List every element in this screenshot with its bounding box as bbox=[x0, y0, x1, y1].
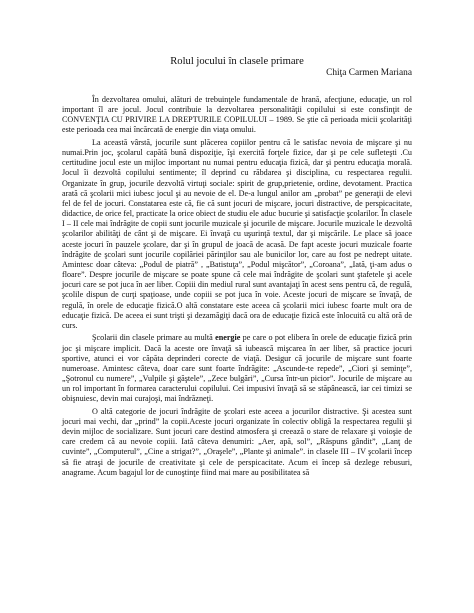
paragraph-distractive-games: O altă categorie de jocuri îndrăgite de şcolari este aceea a jocurilor distractive. Şi acestea sunt jocuri mai vechi, dar „prind” la copii.Aceste jocuri organizate în colectiv obligă la respectarea regulii şi devin mijloc de socializare. Sunt jocuri care destind atmosfera şi creează o stare de relaxare şi voioşie de care credem că au nevoie copiii. Iată câteva denumiri: „Aer, apă, sol”, „Răspuns gândit”, „Lanţ de cuvinte”, „Computerul”, „Cine a strigat?”, „Oraşele”, „Plante şi animale”. in clasele III – IV şcolarii încep să fie atraşi de jocurile de creativitate şi cele de perspicacitate. Acum ei încep să dezlege rebusuri, anagrame. Acum bagajul lor de cunoştinţe fiind mai mare au posibilitatea să bbox=[62, 406, 412, 477]
document-body bbox=[62, 95, 412, 478]
document-author: Chiţa Carmen Mariana bbox=[326, 68, 412, 78]
paragraph-energy-bold: energie bbox=[215, 333, 241, 343]
paragraph-energy-after: pe care o pot elibera în orele de educaţie fizică prin joc şi mişcare implicit. Dacă la aceste ore învaţă să iubească mişcarea în aer liber, să practice jocuri sportive, atunci ei vor căpăta deprinderi corecte de viaţă. Desigur că jocurile de mişcare sunt foarte numeroase. Amintesc câteva, doar care sunt foarte îndrăgite: „Ascunde-te repede”, „Ciori şi seminţe”, „Şotronul cu numere”, „Vulpile şi găştele”, „Zece bulgări”, „Cursa într-un picior”. Jocurile de mişcare au un rol important în formarea caracterului copilului. Cei impusivi învaţă să se stăpânească, iar cei timizi se obişnuiesc, devin mai curajoşi, mai îndrăzneţi. bbox=[62, 333, 412, 404]
paragraph-intro: În dezvoltarea omului, alături de trebuinţele fundamentale de hrană, afecţiune, educaţie, un rol important îl are jocul. Jocul contribuie la dezvoltarea personalităţii copilului si este consfinţit de CONVENŢIA CU PRIVIRE LA DREPTURILE COPILULUI – 1989. Se ştie că perioada micii şcolarităţi este perioada cea mai încărcată de energie din viaţa omului. bbox=[62, 95, 412, 135]
paragraph-games-age: La această vârstă, jocurile sunt plăcerea copiilor pentru că le satisfac nevoia de mişcare şi nu numai.Prin joc, şcolarul capătă bună dispoziţie, îşi exercită forţele fizice, dar şi pe cele sufleteşti .Cu certitudine jocul este un mijloc important nu numai pentru educaţia fizică, dar şi pentru educaţia morală. Jocul îi dezvoltă copilului sentimente; îl deprind cu răbdarea şi disciplina, cu respectarea regulii. Organizate în grup, jocurile dezvoltă virtuţi sociale: spirit de grup,prietenie, ordine, devotament. Practica arată că şcolarii mici iubesc jocul şi au nevoie de el. De-a lungul anilor am „probat” pe generaţii de elevi fel de fel de jocuri. Constatarea este că, fie că sunt jocuri de mişcare, jocuri distractive, de perspicacitate, didactice, de orice fel, practicate la orice obiect de studiu ele aduc bucurie şi satisfacţie şcolarilor. În clasele I – II cele mai îndrăgite de copii sunt jocurile muzicale şi jocurile de mişcare. Jocurile muzicale le dezvoltă şcolarilor abilităţi de cânt şi de mişcare. Ei învaţă cu uşurinţă textul, dar şi mişcările. Le place să joace aceste jocuri în pauzele şcolare, dar şi în grupul de joacă de acasă. De fapt aceste jocuri muzicale foarte îndrăgite de şcolari sunt jocurile copilăriei părinţilor sau ale bunicilor lor, care au fost pe nedrept uitate. Amintesc doar câteva: „Podul de piatră” , „Batistuţa”, „Podul mişcător”, „Coroana”, „Iată, ţi-am adus o floare”. Despre jocurile de mişcare se poate spune că cele mai îndrăgite de şcolari sunt ştafetele şi acele jocuri care se pot juca în aer liber. Copiii din mediul rural sunt avantajaţi în acest sens pentru că, de regulă, şcolile dispun de curţi spaţioase, unde copiii se pot juca în voie. Aceste jocuri de mişcare se învaţă, de regulă, în orele de educaţie fizică.O altă constatare este aceea că şcolarii mici iubesc foarte mult ora de educaţie fizică. De aceea ei sunt trişti şi dezamăgiţi dacă ora de educaţie fizică este înlocuită cu altă oră de curs. bbox=[62, 138, 412, 330]
paragraph-energy bbox=[62, 333, 412, 404]
paragraph-energy-before: Şcolarii din clasele primare au multă bbox=[92, 333, 216, 343]
document-title: Rolul jocului în clasele primare bbox=[170, 56, 304, 67]
